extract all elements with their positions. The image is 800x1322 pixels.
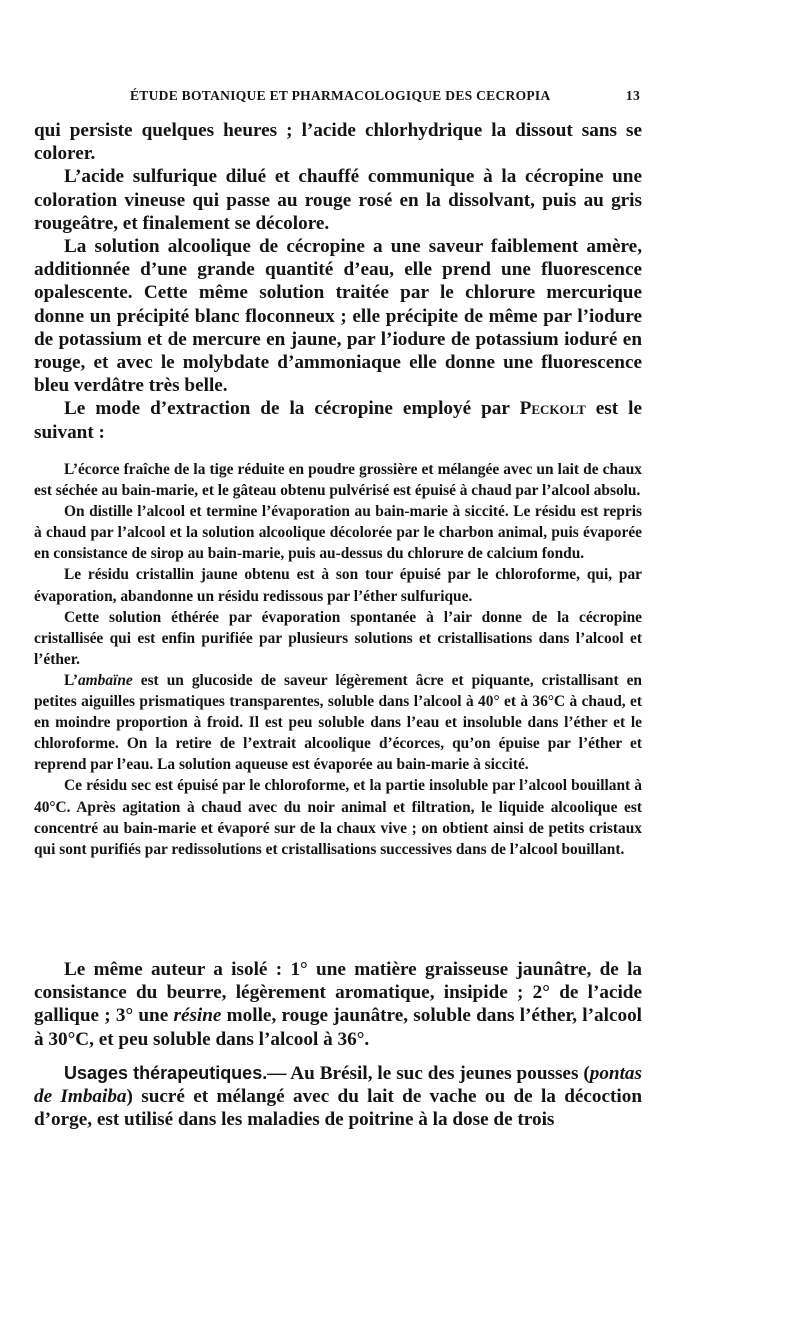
running-title: ÉTUDE BOTANIQUE ET PHARMACOLOGIQUE DES CECROPIA: [130, 88, 551, 103]
opening-text: [34, 119, 642, 444]
usages-term: pontas de Imbaiba: [34, 1063, 642, 1108]
procedure-step: On distille l’alcool et termine l’évaporation au bain-marie à siccité. Le résidu est repris à chaud par l’alcool et la solution alcoolique décolorée par le charbon animal, puis évaporée en consistance de sirop au bain-marie, puis au-dessus du chlorure de calcium fondu.: [34, 503, 642, 563]
ambaine-rest: est un glucoside de saveur légèrement âcre et piquante, cristallisant en petites aiguilles prismatiques transparentes, soluble dans l’alcool à 40° et à 36°C à chaud, et en moindre proportion à froid. Il est peu soluble dans l’eau et insoluble dans l’éther et le chloroforme. On la retire de l’extrait alcoolique d’écorces, qu’on épuise par l’éther et reprend par l’eau. La solution aqueuse est évaporée au bain-marie à siccité.: [34, 671, 642, 774]
paragraph-extraction-intro: [34, 397, 642, 443]
extraction-procedure: [34, 459, 642, 860]
usages-text1: — Au Brésil, le suc des jeunes pousses (: [267, 1063, 590, 1084]
paragraph-usages: [34, 1062, 642, 1132]
same-author-text: [34, 958, 642, 1051]
paragraph-sulfuric-acid: L’acide sulfurique dilué et chauffé communique à la cécropine une coloration vineuse qui passe au rouge rosé en la dissolvant, puis au gris rougeâtre, et finalement se décolore.: [34, 166, 642, 234]
usages-section: [34, 1062, 642, 1132]
ambaine-lead: L’: [64, 671, 78, 689]
same-author-part1: Le même auteur a isolé : 1° une matière graisseuse jaunâtre, de la consistance du beurre, légèrement aromatique, insipide ; 2° de l’acide gallique ; 3° une: [34, 959, 642, 1027]
procedure-step: L’écorce fraîche de la tige réduite en poudre grossière et mélangée avec un lait de chaux est séchée au bain-marie, et le gâteau obtenu pulvérisé est épuisé à chaud par l’alcool absolu.: [34, 461, 642, 500]
procedure-step: Ce résidu sec est épuisé par le chloroforme, et la partie insoluble par l’alcool bouillant à 40°C. Après agitation à chaud avec du noir animal et filtration, le liquide alcoolique est concentré au bain-marie et évaporé sur de la chaux vive ; on obtient ainsi de petits cristaux qui sont purifiés par redissolutions et cristallisations successives dans de l’alcool bouillant.: [34, 777, 642, 858]
running-header: [130, 88, 640, 108]
usages-heading: Usages thérapeutiques.: [64, 1063, 268, 1083]
paragraph-same-author: [34, 958, 642, 1051]
extraction-intro-after: est le suivant :: [34, 398, 642, 443]
usages-text2: ) sucré et mélangé avec du lait de vache ou de la décoction d’orge, est utilisé dans les maladies de poitrine à la dose de trois: [34, 1086, 642, 1131]
same-author-part2: molle, rouge jaunâtre, soluble dans l’éther, l’alcool à 30°C, et peu soluble dans l’alcool à 36°.: [34, 1005, 642, 1050]
procedure-step: Cette solution éthérée par évaporation spontanée à l’air donne de la cécropine cristallisée qui est enfin purifiée par plusieurs solutions et cristallisations dans l’alcool et l’éther.: [34, 608, 642, 668]
paragraph-alcoholic-solution: La solution alcoolique de cécropine a une saveur faiblement amère, additionnée d’une grande quantité d’eau, elle prend une fluorescence opalescente. Cette même solution traitée par le chlorure mercurique donne un précipité blanc floconneux ; elle précipite de même par l’iodure de potassium et de mercure en jaune, par l’iodure de potassium ioduré en rouge, et avec le molybdate d’ammoniaque elle donne une fluorescence bleu verdâtre très belle.: [34, 236, 642, 397]
ambaine-term: ambaïne: [77, 671, 133, 689]
extraction-intro-before: Le mode d’extraction de la cécropine employé par: [64, 398, 520, 420]
procedure-step: Le résidu cristallin jaune obtenu est à son tour épuisé par le chloroforme, qui, par évaporation, abandonne un résidu redissous par l’éther sulfurique.: [34, 566, 642, 605]
paragraph-continuation: qui persiste quelques heures ; l’acide chlorhydrique la dissout sans se colorer.: [34, 120, 642, 165]
author-name: Peckolt: [519, 398, 586, 420]
paragraph-ambaine: [34, 670, 642, 775]
page-number: 13: [625, 88, 640, 103]
resin-term: résine: [173, 1005, 222, 1027]
